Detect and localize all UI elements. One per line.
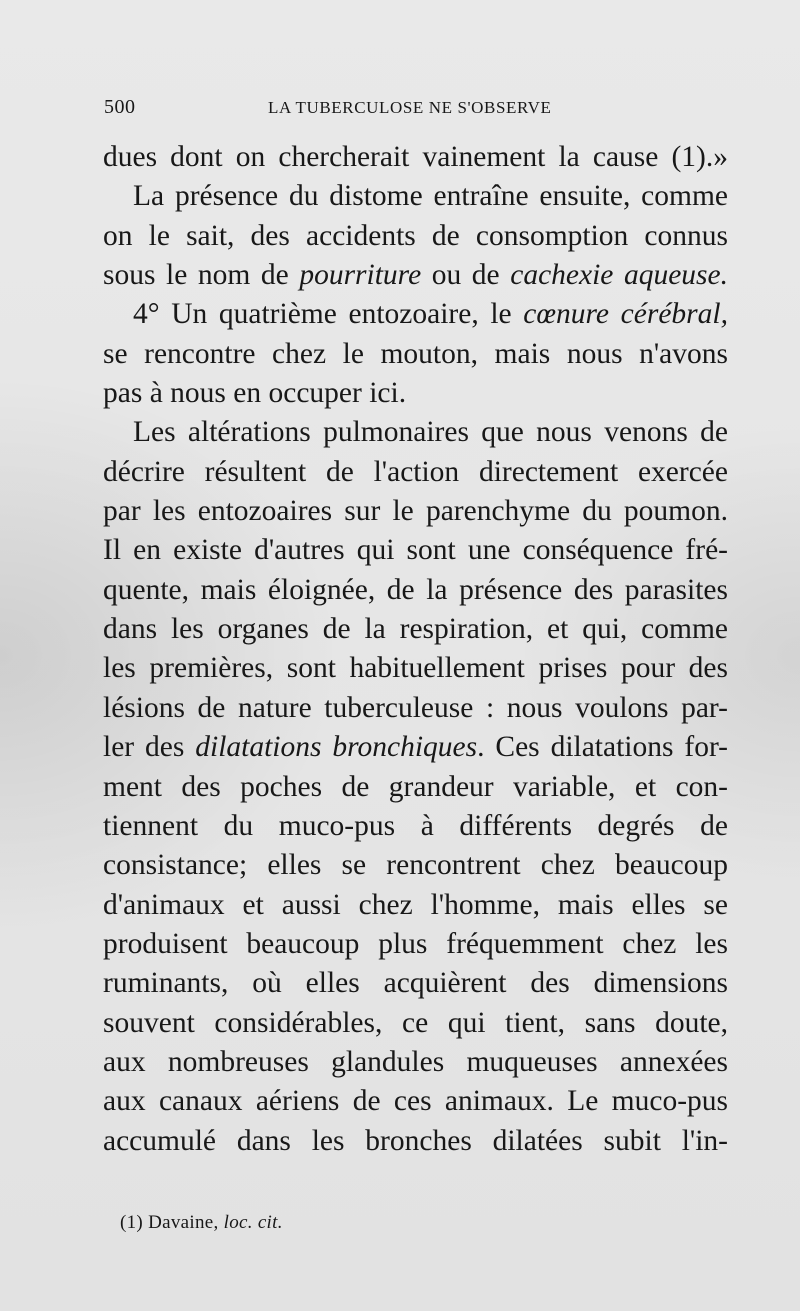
text-line: accumulé dans les bronches dilatées subit l'in- (103, 1124, 728, 1157)
text-line (103, 728, 728, 767)
text-line: consistance; elles se rencontrent chez beaucoup (103, 849, 728, 882)
text-line: se rencontre chez le mouton, mais nous n'avons (103, 337, 728, 370)
italic-term: cachexie aqueuse. (510, 259, 729, 292)
text-line: produisent beaucoup plus fréquemment chez les (103, 927, 728, 960)
running-head: LA TUBERCULOSE NE S'OBSERVE (268, 98, 552, 117)
text-line: les premières, sont habituellement prises pour des (103, 652, 728, 685)
text-line: Les altérations pulmonaires que nous venons de (133, 416, 728, 449)
footnote-citation: loc. cit. (223, 1212, 283, 1233)
italic-term: pourriture (299, 259, 422, 292)
text-line: ment des poches de grandeur variable, et con- (103, 770, 728, 803)
footnote-marker: (1) Davaine, (120, 1212, 224, 1233)
text-line: dues dont on chercherait vainement la cause (1).» (103, 141, 728, 173)
text-line: pas à nous en occuper ici. (103, 377, 407, 410)
text-line: La présence du distome entraîne ensuite, comme (133, 180, 728, 213)
text-run: ou de (421, 259, 511, 292)
text-line: aux canaux aériens de ces animaux. Le muco-pus (103, 1085, 728, 1118)
text-line: lésions de nature tuberculeuse : nous voulons par- (103, 691, 728, 724)
page-header (104, 96, 724, 126)
text-line: tiennent du muco-pus à différents degrés de (103, 809, 728, 842)
italic-term: dilatations bronchiques (195, 731, 478, 764)
text-run: sous le nom de (103, 259, 300, 292)
text-line: aux nombreuses glandules muqueuses annexées (103, 1045, 728, 1078)
text-line (103, 256, 728, 295)
text-line (103, 295, 728, 334)
text-line: on le sait, des accidents de consomption connus (103, 219, 728, 252)
text-line: Il en existe d'autres qui sont une conséquence fré- (103, 534, 728, 567)
text-run: 4° Un quatrième entozoaire, le (133, 298, 524, 331)
text-run: ler des (103, 731, 196, 764)
text-line: souvent considérables, ce qui tient, sans doute, (103, 1006, 728, 1039)
text-line: décrire résultent de l'action directement exercée (103, 455, 728, 488)
text-line: par les entozoaires sur le parenchyme du poumon. (103, 495, 728, 528)
footnote (120, 1212, 283, 1234)
body-text (103, 138, 728, 1161)
text-run: . Ces dilatations for- (477, 731, 728, 764)
text-line: dans les organes de la respiration, et qui, comme (103, 613, 728, 646)
text-line: d'animaux et aussi chez l'homme, mais elles se (103, 888, 728, 921)
text-line: quente, mais éloignée, de la présence des parasites (103, 573, 728, 606)
page-number: 500 (104, 96, 136, 118)
text-line: ruminants, où elles acquièrent des dimensions (103, 967, 728, 1000)
italic-term: cœnure cérébral, (523, 298, 728, 331)
